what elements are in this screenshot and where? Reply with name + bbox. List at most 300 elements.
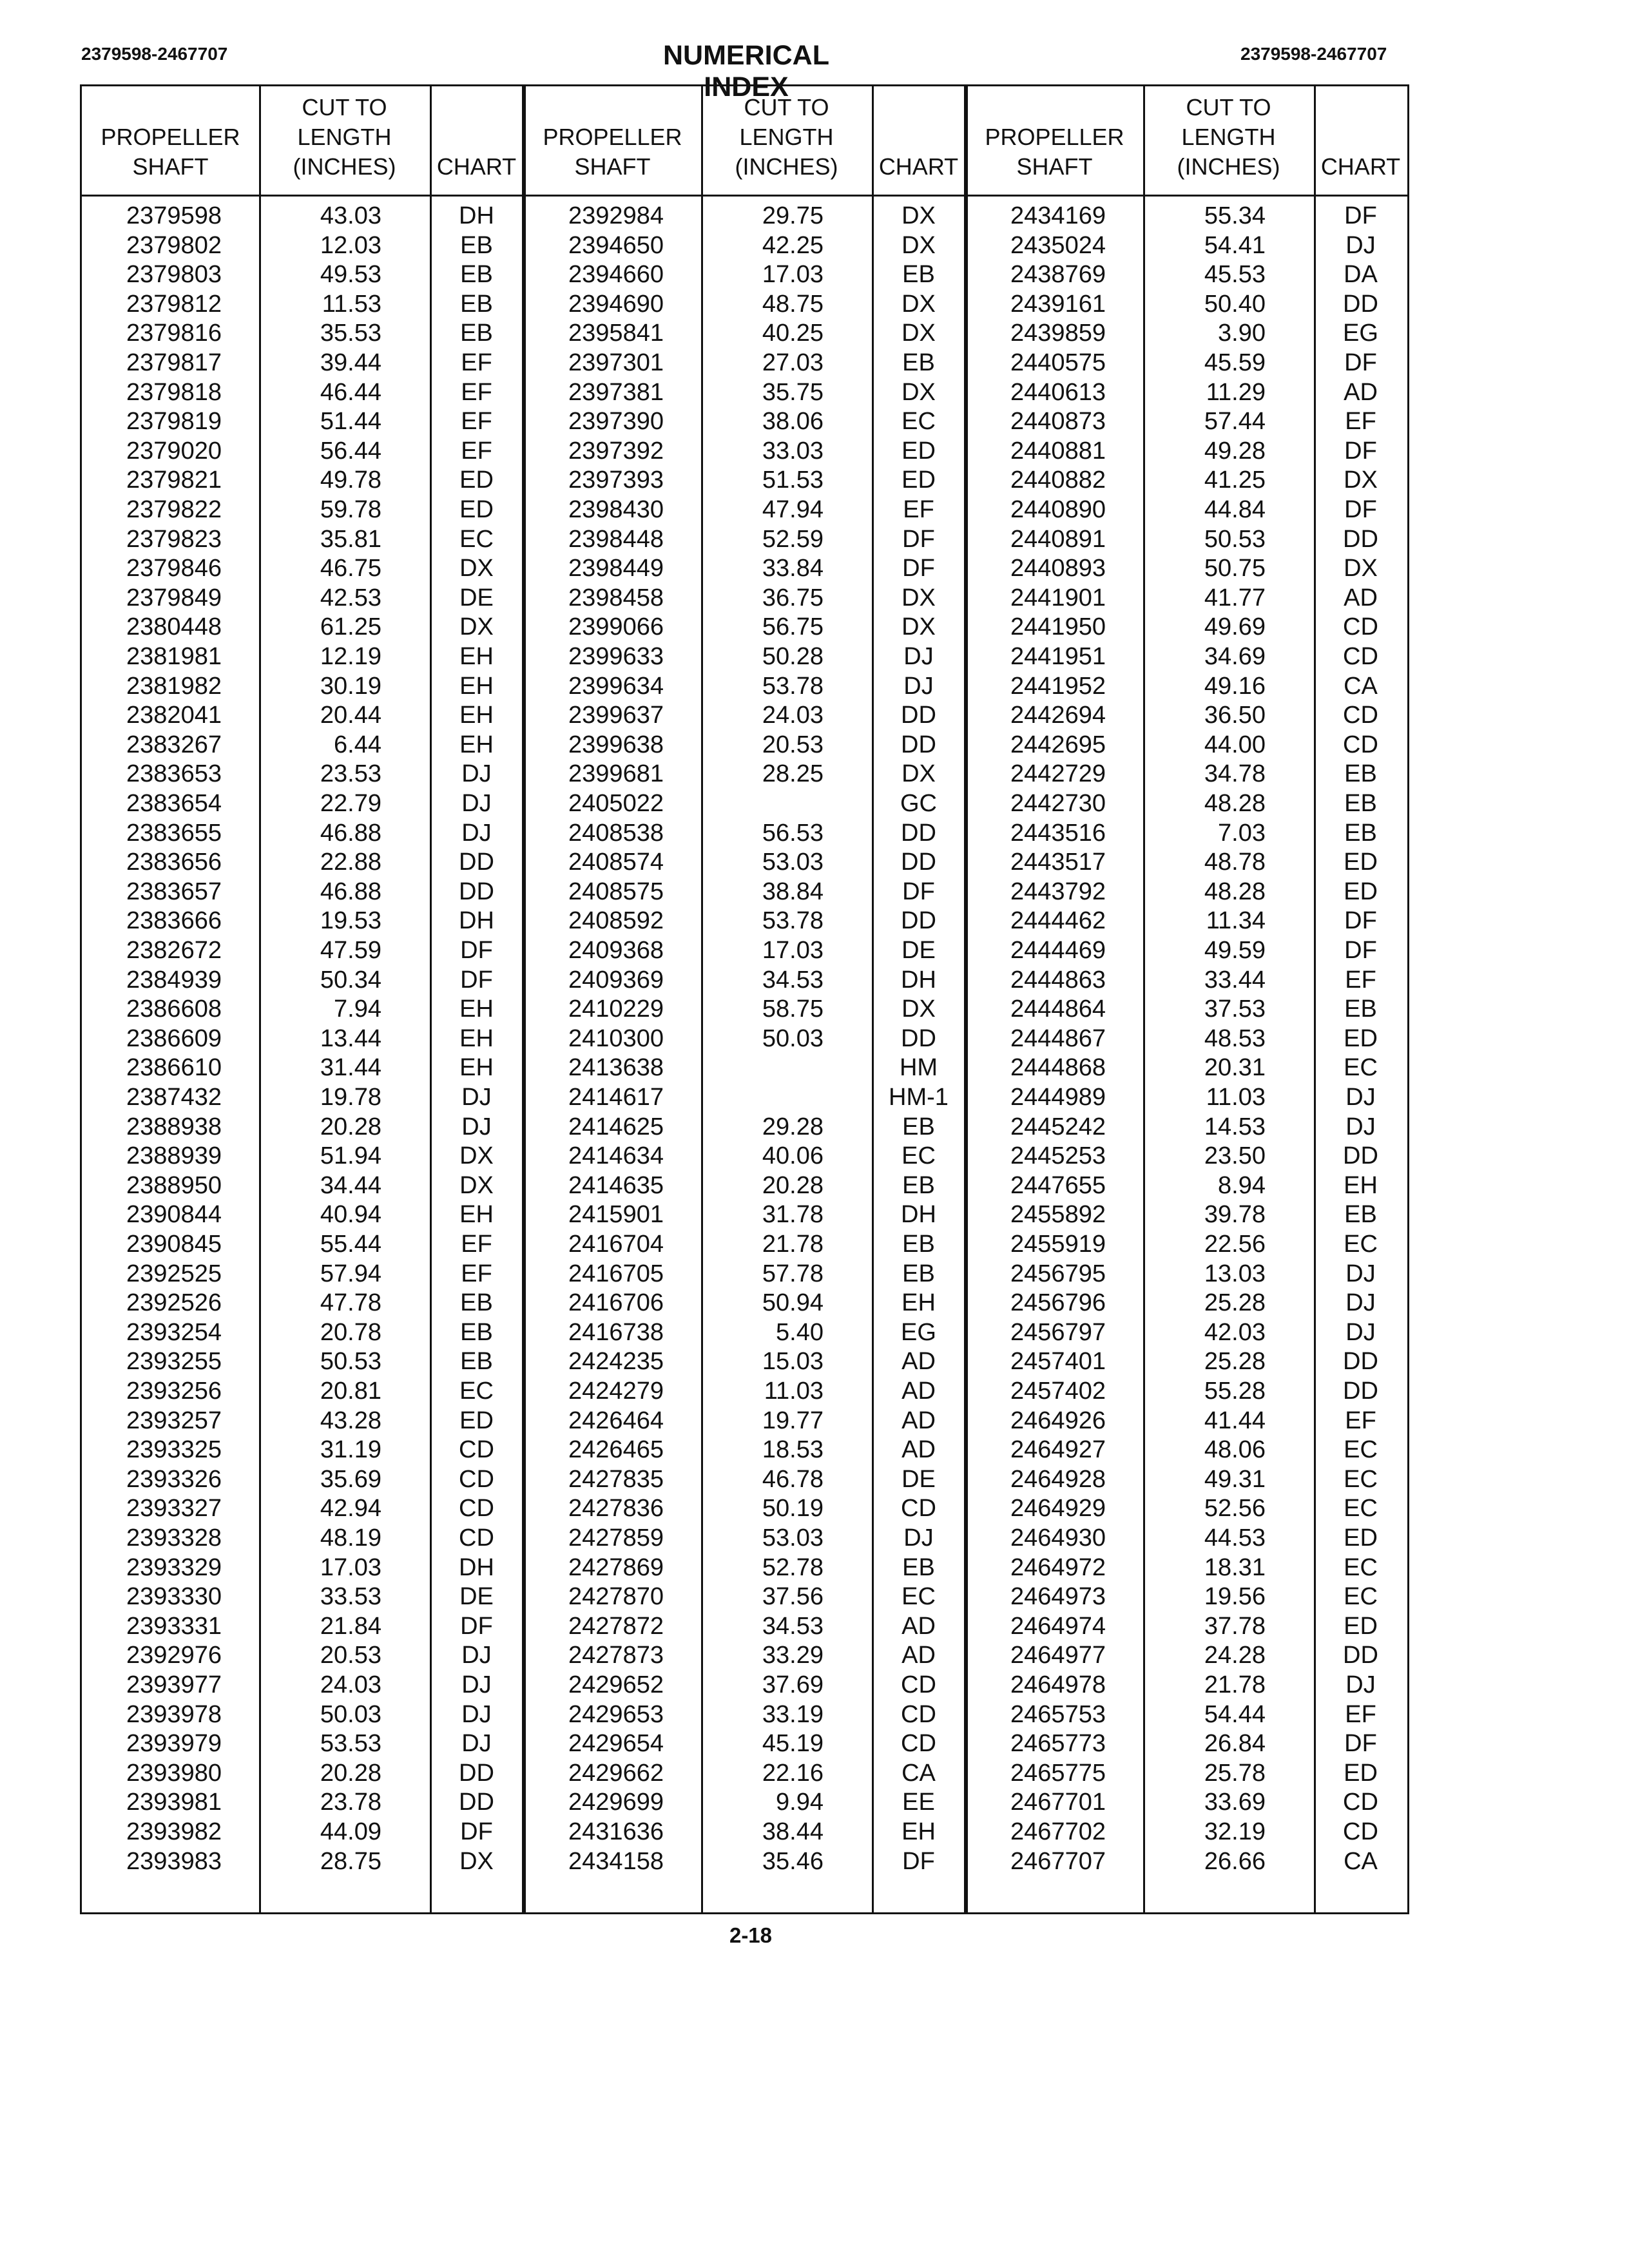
cut-length-cell: 9.94 xyxy=(776,1789,824,1816)
header-cut-to-length-line: CUT TO xyxy=(1186,94,1271,120)
chart-code-cell: DX xyxy=(1344,555,1378,582)
propeller-shaft-cell: 2444462 xyxy=(1010,907,1106,935)
chart-code-cell: CA xyxy=(1344,672,1378,700)
cut-length-cell: 36.75 xyxy=(762,584,824,611)
table-row xyxy=(82,642,1407,671)
cut-length-cell: 41.77 xyxy=(1204,584,1266,611)
propeller-shaft-cell: 2410229 xyxy=(568,995,664,1023)
chart-code-cell: CD xyxy=(459,1524,494,1552)
propeller-shaft-cell: 2393325 xyxy=(126,1436,222,1464)
chart-code-cell: DD xyxy=(1343,1378,1378,1405)
cut-length-cell: 40.06 xyxy=(762,1142,824,1170)
cut-length-cell: 20.31 xyxy=(1204,1054,1266,1082)
propeller-shaft-cell: 2464926 xyxy=(1010,1407,1106,1434)
chart-code-cell: EC xyxy=(459,525,494,553)
propeller-shaft-cell: 2427872 xyxy=(568,1612,664,1640)
cut-length-cell: 5.40 xyxy=(776,1318,824,1346)
header-propeller-shaft xyxy=(966,122,1143,182)
chart-code-cell: DJ xyxy=(903,643,934,670)
header-cut-to-length-line: (INCHES) xyxy=(293,153,396,180)
cut-length-cell: 53.03 xyxy=(762,1524,824,1552)
chart-code-cell: EB xyxy=(1344,819,1377,847)
cut-length-cell: 19.77 xyxy=(762,1407,824,1434)
cut-length-cell: 35.69 xyxy=(320,1465,381,1493)
chart-code-cell: ED xyxy=(901,437,936,465)
chart-code-cell: DJ xyxy=(461,819,492,847)
table-row xyxy=(82,1465,1407,1494)
cut-length-cell: 59.78 xyxy=(320,496,381,523)
cut-length-cell: 23.50 xyxy=(1204,1142,1266,1170)
chart-code-cell: DD xyxy=(901,907,936,935)
chart-code-cell: DX xyxy=(901,202,936,229)
cut-length-cell: 22.16 xyxy=(762,1759,824,1787)
cut-length-cell: 49.53 xyxy=(320,261,381,289)
propeller-shaft-cell: 2441950 xyxy=(1010,613,1106,641)
propeller-shaft-cell: 2444863 xyxy=(1010,966,1106,994)
chart-code-cell: DX xyxy=(901,584,936,611)
cut-length-cell: 13.03 xyxy=(1204,1260,1266,1287)
cut-length-cell: 47.59 xyxy=(320,937,381,964)
propeller-shaft-cell: 2416705 xyxy=(568,1260,664,1287)
cut-length-cell: 54.41 xyxy=(1204,231,1266,259)
propeller-shaft-cell: 2393254 xyxy=(126,1318,222,1346)
chart-code-cell: CD xyxy=(901,1671,936,1698)
chart-code-cell: DF xyxy=(460,966,493,994)
cut-length-cell: 15.03 xyxy=(762,1348,824,1376)
table-row xyxy=(82,1141,1407,1171)
cut-length-cell: 48.28 xyxy=(1204,878,1266,905)
cut-length-cell: 25.28 xyxy=(1204,1289,1266,1317)
chart-code-cell: DX xyxy=(459,555,494,582)
propeller-shaft-cell: 2383653 xyxy=(126,760,222,788)
table-row xyxy=(82,1758,1407,1788)
chart-code-cell: DE xyxy=(459,1583,494,1611)
chart-code-cell: AD xyxy=(1344,584,1378,611)
header-chart-line: CHART xyxy=(878,153,959,180)
propeller-shaft-cell: 2464928 xyxy=(1010,1465,1106,1493)
propeller-shaft-cell: 2379821 xyxy=(126,466,222,494)
cut-length-cell: 51.53 xyxy=(762,466,824,494)
cut-length-cell: 22.79 xyxy=(320,790,381,817)
propeller-shaft-cell: 2409369 xyxy=(568,966,664,994)
propeller-shaft-cell: 2392526 xyxy=(126,1289,222,1317)
numerical-index-table xyxy=(80,84,1409,1914)
chart-code-cell: EH xyxy=(459,702,494,729)
header-propeller-shaft-line: PROPELLER xyxy=(985,124,1124,150)
chart-code-cell: EB xyxy=(902,261,935,289)
propeller-shaft-cell: 2393326 xyxy=(126,1465,222,1493)
chart-code-cell: EE xyxy=(902,1789,935,1816)
chart-code-cell: DF xyxy=(1344,496,1377,523)
cut-length-cell: 52.59 xyxy=(762,525,824,553)
table-row xyxy=(82,1729,1407,1758)
cut-length-cell: 55.28 xyxy=(1204,1378,1266,1405)
propeller-shaft-cell: 2397393 xyxy=(568,466,664,494)
table-row xyxy=(82,318,1407,348)
propeller-shaft-cell: 2393328 xyxy=(126,1524,222,1552)
table-row xyxy=(82,1670,1407,1700)
chart-code-cell: ED xyxy=(459,496,494,523)
cut-length-cell: 43.28 xyxy=(320,1407,381,1434)
propeller-shaft-cell: 2393981 xyxy=(126,1789,222,1816)
cut-length-cell: 26.66 xyxy=(1204,1847,1266,1875)
chart-code-cell: DX xyxy=(901,378,936,406)
cut-length-cell: 50.53 xyxy=(1204,525,1266,553)
header-propeller-shaft-line: SHAFT xyxy=(574,153,651,180)
header-chart-line: CHART xyxy=(1320,153,1401,180)
propeller-shaft-cell: 2424235 xyxy=(568,1348,664,1376)
table-row xyxy=(82,994,1407,1024)
cut-length-cell: 58.75 xyxy=(762,995,824,1023)
cut-length-cell: 41.44 xyxy=(1204,1407,1266,1434)
header-propeller-shaft-line: PROPELLER xyxy=(101,124,240,150)
chart-code-cell: EF xyxy=(461,378,492,406)
chart-code-cell: EB xyxy=(460,1318,493,1346)
chart-code-cell: DJ xyxy=(903,672,934,700)
chart-code-cell: DF xyxy=(1344,1730,1377,1758)
propeller-shaft-cell: 2379802 xyxy=(126,231,222,259)
propeller-shaft-cell: 2464978 xyxy=(1010,1671,1106,1698)
propeller-shaft-cell: 2414634 xyxy=(568,1142,664,1170)
propeller-shaft-cell: 2388939 xyxy=(126,1142,222,1170)
header-cut-to-length-line: CUT TO xyxy=(302,94,387,120)
cut-length-cell: 33.84 xyxy=(762,555,824,582)
cut-length-cell: 39.44 xyxy=(320,349,381,376)
cut-length-cell: 38.06 xyxy=(762,408,824,436)
propeller-shaft-cell: 2393977 xyxy=(126,1671,222,1698)
table-row xyxy=(82,1376,1407,1406)
propeller-shaft-cell: 2379817 xyxy=(126,349,222,376)
header-cut-to-length xyxy=(1143,93,1314,182)
header-cut-to-length-line: CUT TO xyxy=(744,94,829,120)
chart-code-cell: EF xyxy=(1345,1700,1376,1728)
chart-code-cell: EC xyxy=(901,408,936,436)
propeller-shaft-cell: 2387432 xyxy=(126,1084,222,1111)
cut-length-cell: 47.94 xyxy=(762,496,824,523)
cut-length-cell: 53.03 xyxy=(762,849,824,876)
chart-code-cell: EC xyxy=(1344,1583,1378,1611)
propeller-shaft-cell: 2427859 xyxy=(568,1524,664,1552)
propeller-shaft-cell: 2413638 xyxy=(568,1054,664,1082)
table-row xyxy=(82,1700,1407,1729)
cut-length-cell: 17.03 xyxy=(762,937,824,964)
propeller-shaft-cell: 2380448 xyxy=(126,613,222,641)
table-row xyxy=(82,465,1407,495)
propeller-shaft-cell: 2398449 xyxy=(568,555,664,582)
table-row xyxy=(82,289,1407,319)
cut-length-cell: 46.44 xyxy=(320,378,381,406)
chart-code-cell: ED xyxy=(901,466,936,494)
propeller-shaft-cell: 2386609 xyxy=(126,1024,222,1052)
cut-length-cell: 49.59 xyxy=(1204,937,1266,964)
header-cut-to-length xyxy=(259,93,430,182)
chart-code-cell: DD xyxy=(1343,1142,1378,1170)
chart-code-cell: DJ xyxy=(461,1671,492,1698)
table-row xyxy=(82,348,1407,378)
cut-length-cell: 11.34 xyxy=(1206,907,1266,935)
cut-length-cell: 37.56 xyxy=(762,1583,824,1611)
header-cut-to-length-line: LENGTH xyxy=(297,124,392,150)
propeller-shaft-cell: 2379819 xyxy=(126,408,222,436)
chart-code-cell: DJ xyxy=(1345,1113,1376,1140)
cut-length-cell: 50.75 xyxy=(1204,555,1266,582)
propeller-shaft-cell: 2429699 xyxy=(568,1789,664,1816)
cut-length-cell: 26.84 xyxy=(1204,1730,1266,1758)
chart-code-cell: DE xyxy=(901,1465,936,1493)
propeller-shaft-cell: 2444989 xyxy=(1010,1084,1106,1111)
table-row xyxy=(82,1053,1407,1082)
cut-length-cell: 7.03 xyxy=(1218,819,1266,847)
propeller-shaft-cell: 2445253 xyxy=(1010,1142,1106,1170)
table-row xyxy=(82,1318,1407,1347)
chart-code-cell: DJ xyxy=(1345,1671,1376,1698)
propeller-shaft-cell: 2410300 xyxy=(568,1024,664,1052)
chart-code-cell: HM xyxy=(899,1054,938,1082)
propeller-shaft-cell: 2408538 xyxy=(568,819,664,847)
cut-length-cell: 25.78 xyxy=(1204,1759,1266,1787)
propeller-shaft-cell: 2457402 xyxy=(1010,1378,1106,1405)
header-chart xyxy=(430,152,523,182)
cut-length-cell: 49.69 xyxy=(1204,613,1266,641)
cut-length-cell: 38.44 xyxy=(762,1818,824,1845)
chart-code-cell: EB xyxy=(460,320,493,347)
chart-code-cell: GC xyxy=(900,790,937,817)
cut-length-cell: 20.81 xyxy=(320,1378,381,1405)
cut-length-cell: 45.19 xyxy=(762,1730,824,1758)
table-row xyxy=(82,1640,1407,1670)
chart-code-cell: DD xyxy=(901,849,936,876)
header-propeller-shaft-line: PROPELLER xyxy=(543,124,682,150)
chart-code-cell: EC xyxy=(1344,1231,1378,1258)
chart-code-cell: DD xyxy=(459,1759,494,1787)
table-row xyxy=(82,700,1407,730)
chart-code-cell: DF xyxy=(1344,437,1377,465)
cut-length-cell: 25.28 xyxy=(1204,1348,1266,1376)
cut-length-cell: 28.75 xyxy=(320,1847,381,1875)
chart-code-cell: DX xyxy=(901,760,936,788)
propeller-shaft-cell: 2438769 xyxy=(1010,261,1106,289)
cut-length-cell: 11.53 xyxy=(322,290,381,318)
chart-code-cell: CD xyxy=(1343,1818,1378,1845)
cut-length-cell: 48.53 xyxy=(1204,1024,1266,1052)
propeller-shaft-cell: 2457401 xyxy=(1010,1348,1106,1376)
chart-code-cell: EB xyxy=(460,290,493,318)
chart-code-cell: EB xyxy=(460,231,493,259)
chart-code-cell: DD xyxy=(1343,1642,1378,1669)
cut-length-cell: 45.59 xyxy=(1204,349,1266,376)
chart-code-cell: EB xyxy=(460,1289,493,1317)
cut-length-cell: 46.78 xyxy=(762,1465,824,1493)
propeller-shaft-cell: 2444867 xyxy=(1010,1024,1106,1052)
cut-length-cell: 35.46 xyxy=(762,1847,824,1875)
cut-length-cell: 34.78 xyxy=(1204,760,1266,788)
chart-code-cell: EB xyxy=(902,1260,935,1287)
cut-length-cell: 20.53 xyxy=(762,731,824,758)
propeller-shaft-cell: 2435024 xyxy=(1010,231,1106,259)
cut-length-cell: 22.56 xyxy=(1204,1231,1266,1258)
cut-length-cell: 43.03 xyxy=(320,202,381,229)
cut-length-cell: 21.78 xyxy=(1204,1671,1266,1698)
chart-code-cell: DF xyxy=(1344,907,1377,935)
chart-code-cell: DJ xyxy=(461,1084,492,1111)
chart-code-cell: EB xyxy=(1344,1201,1377,1229)
chart-code-cell: EB xyxy=(902,1231,935,1258)
propeller-shaft-cell: 2440575 xyxy=(1010,349,1106,376)
propeller-shaft-cell: 2408574 xyxy=(568,849,664,876)
chart-code-cell: EB xyxy=(1344,790,1377,817)
chart-code-cell: EB xyxy=(902,349,935,376)
cut-length-cell: 42.25 xyxy=(762,231,824,259)
chart-code-cell: EF xyxy=(1345,408,1376,436)
cut-length-cell: 44.00 xyxy=(1204,731,1266,758)
cut-length-cell: 46.88 xyxy=(320,819,381,847)
chart-code-cell: ED xyxy=(459,466,494,494)
chart-code-cell: DH xyxy=(459,1553,494,1581)
cut-length-cell: 11.03 xyxy=(1206,1084,1266,1111)
propeller-shaft-cell: 2414635 xyxy=(568,1171,664,1199)
cut-length-cell: 54.44 xyxy=(1204,1700,1266,1728)
propeller-shaft-cell: 2414625 xyxy=(568,1113,664,1140)
table-row xyxy=(82,495,1407,524)
chart-code-cell: EF xyxy=(461,349,492,376)
propeller-shaft-cell: 2393327 xyxy=(126,1495,222,1523)
chart-code-cell: DX xyxy=(901,613,936,641)
propeller-shaft-cell: 2382041 xyxy=(126,702,222,729)
cut-length-cell: 20.28 xyxy=(320,1113,381,1140)
cut-length-cell: 33.03 xyxy=(762,437,824,465)
cut-length-cell: 31.44 xyxy=(320,1054,381,1082)
propeller-shaft-cell: 2393330 xyxy=(126,1583,222,1611)
table-row xyxy=(82,906,1407,936)
propeller-shaft-cell: 2465753 xyxy=(1010,1700,1106,1728)
propeller-shaft-cell: 2464973 xyxy=(1010,1583,1106,1611)
table-row xyxy=(82,1847,1407,1876)
cut-length-cell: 48.28 xyxy=(1204,790,1266,817)
cut-length-cell: 52.56 xyxy=(1204,1495,1266,1523)
propeller-shaft-cell: 2455892 xyxy=(1010,1201,1106,1229)
propeller-shaft-cell: 2427835 xyxy=(568,1465,664,1493)
table-row xyxy=(82,1171,1407,1200)
cut-length-cell: 19.78 xyxy=(320,1084,381,1111)
propeller-shaft-cell: 2444868 xyxy=(1010,1054,1106,1082)
propeller-shaft-cell: 2455919 xyxy=(1010,1231,1106,1258)
chart-code-cell: ED xyxy=(1344,1759,1378,1787)
propeller-shaft-cell: 2405022 xyxy=(568,790,664,817)
propeller-shaft-cell: 2398430 xyxy=(568,496,664,523)
propeller-shaft-cell: 2416706 xyxy=(568,1289,664,1317)
propeller-shaft-cell: 2465775 xyxy=(1010,1759,1106,1787)
cut-length-cell: 49.28 xyxy=(1204,437,1266,465)
table-row xyxy=(82,847,1407,877)
cut-length-cell: 33.29 xyxy=(762,1642,824,1669)
table-row xyxy=(82,1435,1407,1465)
chart-code-cell: DD xyxy=(901,1024,936,1052)
propeller-shaft-cell: 2393256 xyxy=(126,1378,222,1405)
chart-code-cell: DX xyxy=(1344,466,1378,494)
chart-code-cell: DF xyxy=(460,937,493,964)
propeller-shaft-cell: 2429662 xyxy=(568,1759,664,1787)
propeller-shaft-cell: 2447655 xyxy=(1010,1171,1106,1199)
cut-length-cell: 31.19 xyxy=(320,1436,381,1464)
table-row xyxy=(82,260,1407,289)
cut-length-cell: 3.90 xyxy=(1218,320,1266,347)
chart-code-cell: EC xyxy=(1344,1465,1378,1493)
chart-code-cell: CD xyxy=(1343,1789,1378,1816)
table-row xyxy=(82,1553,1407,1582)
propeller-shaft-cell: 2464930 xyxy=(1010,1524,1106,1552)
table-row xyxy=(82,936,1407,965)
table-row xyxy=(82,1024,1407,1053)
chart-code-cell: EH xyxy=(459,1201,494,1229)
chart-code-cell: DJ xyxy=(461,1642,492,1669)
cut-length-cell: 28.25 xyxy=(762,760,824,788)
cut-length-cell: 38.84 xyxy=(762,878,824,905)
header-cut-to-length-line: LENGTH xyxy=(1181,124,1276,150)
header-propeller-shaft xyxy=(524,122,701,182)
chart-code-cell: CD xyxy=(459,1465,494,1493)
cut-length-cell: 34.44 xyxy=(320,1171,381,1199)
propeller-shaft-cell: 2383654 xyxy=(126,790,222,817)
propeller-shaft-cell: 2427836 xyxy=(568,1495,664,1523)
cut-length-cell: 33.19 xyxy=(762,1700,824,1728)
table-row xyxy=(82,553,1407,583)
chart-code-cell: DX xyxy=(901,995,936,1023)
propeller-shaft-cell: 2464929 xyxy=(1010,1495,1106,1523)
chart-code-cell: DF xyxy=(1344,202,1377,229)
cut-length-cell: 57.44 xyxy=(1204,408,1266,436)
chart-code-cell: DF xyxy=(902,525,935,553)
cut-length-cell: 31.78 xyxy=(762,1201,824,1229)
propeller-shaft-cell: 2393979 xyxy=(126,1730,222,1758)
propeller-shaft-cell: 2379846 xyxy=(126,555,222,582)
propeller-shaft-cell: 2439859 xyxy=(1010,320,1106,347)
propeller-shaft-cell: 2398448 xyxy=(568,525,664,553)
chart-code-cell: EB xyxy=(1344,760,1377,788)
propeller-shaft-cell: 2415901 xyxy=(568,1201,664,1229)
propeller-shaft-cell: 2427870 xyxy=(568,1583,664,1611)
header-propeller-shaft-line: SHAFT xyxy=(1016,153,1093,180)
propeller-shaft-cell: 2444864 xyxy=(1010,995,1106,1023)
chart-code-cell: DD xyxy=(459,1789,494,1816)
table-row xyxy=(82,1112,1407,1142)
chart-code-cell: CD xyxy=(901,1700,936,1728)
cut-length-cell: 14.53 xyxy=(1204,1113,1266,1140)
chart-code-cell: ED xyxy=(1344,1024,1378,1052)
propeller-shaft-cell: 2456796 xyxy=(1010,1289,1106,1317)
chart-code-cell: DH xyxy=(901,1201,936,1229)
propeller-shaft-cell: 2465773 xyxy=(1010,1730,1106,1758)
propeller-shaft-cell: 2393978 xyxy=(126,1700,222,1728)
chart-code-cell: AD xyxy=(901,1378,936,1405)
propeller-shaft-cell: 2381981 xyxy=(126,643,222,670)
cut-length-cell: 52.78 xyxy=(762,1553,824,1581)
table-row xyxy=(82,201,1407,231)
chart-code-cell: EB xyxy=(460,1348,493,1376)
propeller-shaft-cell: 2399638 xyxy=(568,731,664,758)
chart-code-cell: DD xyxy=(901,731,936,758)
cut-length-cell: 17.03 xyxy=(320,1553,381,1581)
chart-code-cell: DJ xyxy=(903,1524,934,1552)
propeller-shaft-cell: 2379812 xyxy=(126,290,222,318)
chart-code-cell: EF xyxy=(461,1260,492,1287)
page-number: 2-18 xyxy=(729,1923,773,1947)
propeller-shaft-cell: 2379822 xyxy=(126,496,222,523)
table-row xyxy=(82,407,1407,436)
cut-length-cell: 33.53 xyxy=(320,1583,381,1611)
chart-code-cell: EH xyxy=(459,1024,494,1052)
chart-code-cell: EC xyxy=(901,1142,936,1170)
cut-length-cell: 21.84 xyxy=(320,1612,381,1640)
